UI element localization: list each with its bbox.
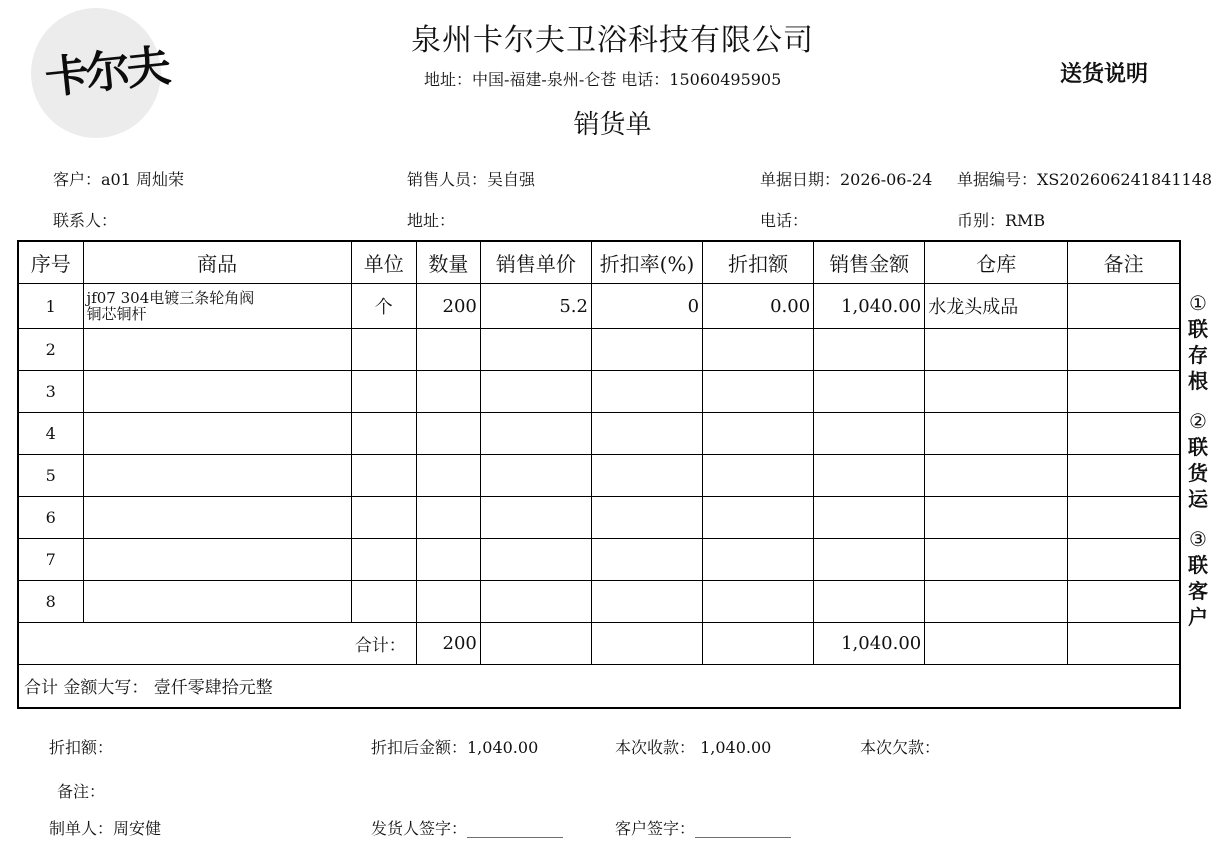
row-no: 3 — [18, 371, 83, 413]
table-row — [18, 455, 1180, 497]
table-row — [18, 329, 1180, 371]
delivery-note-link[interactable]: 送货说明 — [1060, 62, 1149, 87]
row-amount: 1,040.00 — [814, 284, 925, 329]
table-row — [18, 581, 1180, 623]
item-line-1: jf07 304电镀三条轮角阀 — [86, 289, 255, 307]
footer-remark: 备注： — [57, 782, 106, 801]
table-row — [18, 413, 1180, 455]
header-warehouse: 仓库 — [925, 241, 1068, 284]
total-qty: 200 — [416, 623, 480, 665]
row-rate: 0 — [591, 284, 702, 329]
contact-field: 联系人： — [53, 211, 118, 230]
copy-labels — [1185, 290, 1211, 644]
header-unit: 单位 — [351, 241, 416, 284]
table-row — [18, 497, 1180, 539]
row-price: 5.2 — [480, 284, 591, 329]
table-row — [18, 284, 1180, 329]
doc-date-field: 单据日期：2026-06-24 — [760, 170, 933, 189]
footer-received: 本次收款： 1,040.00 — [615, 738, 772, 757]
footer-after-discount: 折扣后金额：1,040.00 — [371, 738, 539, 757]
row-no: 6 — [18, 497, 83, 539]
total-amount: 1,040.00 — [814, 623, 925, 665]
row-no: 5 — [18, 455, 83, 497]
total-row — [18, 623, 1180, 665]
customer-field: 客户：a01 周灿荣 — [53, 170, 184, 189]
footer-owed: 本次欠款： — [860, 738, 941, 757]
row-item — [83, 284, 351, 329]
header-qty: 数量 — [416, 241, 480, 284]
currency-field: 币别：RMB — [957, 211, 1046, 230]
row-qty: 200 — [416, 284, 480, 329]
salesperson-field: 销售人员：吴自强 — [407, 170, 536, 189]
address-field: 地址： — [407, 211, 456, 230]
header-no: 序号 — [18, 241, 83, 284]
row-no: 4 — [18, 413, 83, 455]
row-no: 8 — [18, 581, 83, 623]
amount-words-row — [18, 665, 1180, 708]
footer-shipper-sign: 发货人签字：____________ — [371, 819, 564, 838]
copy-label-customer: ③ 联客户 — [1188, 527, 1208, 629]
sales-items-table — [17, 240, 1181, 709]
company-name: 泉州卡尔夫卫浴科技有限公司 — [411, 23, 814, 58]
table-row — [18, 539, 1180, 581]
row-no: 2 — [18, 329, 83, 371]
header-amount: 销售金额 — [814, 241, 925, 284]
copy-label-shipping: ② 联货运 — [1188, 409, 1208, 511]
header-remark: 备注 — [1068, 241, 1180, 284]
total-label: 合计： — [18, 623, 416, 665]
row-unit: 个 — [351, 284, 416, 329]
footer-maker: 制单人：周安健 — [49, 819, 162, 838]
row-no: 7 — [18, 539, 83, 581]
doc-number-field: 单据编号：XS202606241841148 — [957, 170, 1213, 189]
header-discount-rate: 折扣率(%) — [591, 241, 702, 284]
row-no: 1 — [18, 284, 83, 329]
row-warehouse: 水龙头成品 — [925, 284, 1068, 329]
header-item: 商品 — [83, 241, 351, 284]
amount-in-words: 合计 金额大写： 壹仟零肆拾元整 — [18, 665, 1180, 708]
company-address: 地址：中国-福建-泉州-仑苍 电话：15060495905 — [424, 70, 782, 89]
row-remark — [1068, 284, 1180, 329]
footer-customer-sign: 客户签字：____________ — [615, 819, 792, 838]
header-price: 销售单价 — [480, 241, 591, 284]
logo-text: 卡尔夫 — [42, 40, 171, 105]
table-row — [18, 371, 1180, 413]
table-header-row — [18, 241, 1180, 284]
row-discount: 0.00 — [703, 284, 814, 329]
phone-field: 电话： — [760, 211, 809, 230]
copy-label-stub: ① 联存根 — [1188, 291, 1208, 393]
footer-discount: 折扣额： — [49, 738, 114, 757]
header-discount: 折扣额 — [703, 241, 814, 284]
document-title: 销货单 — [573, 110, 652, 140]
item-line-2: 铜芯铜杆 — [86, 305, 147, 323]
